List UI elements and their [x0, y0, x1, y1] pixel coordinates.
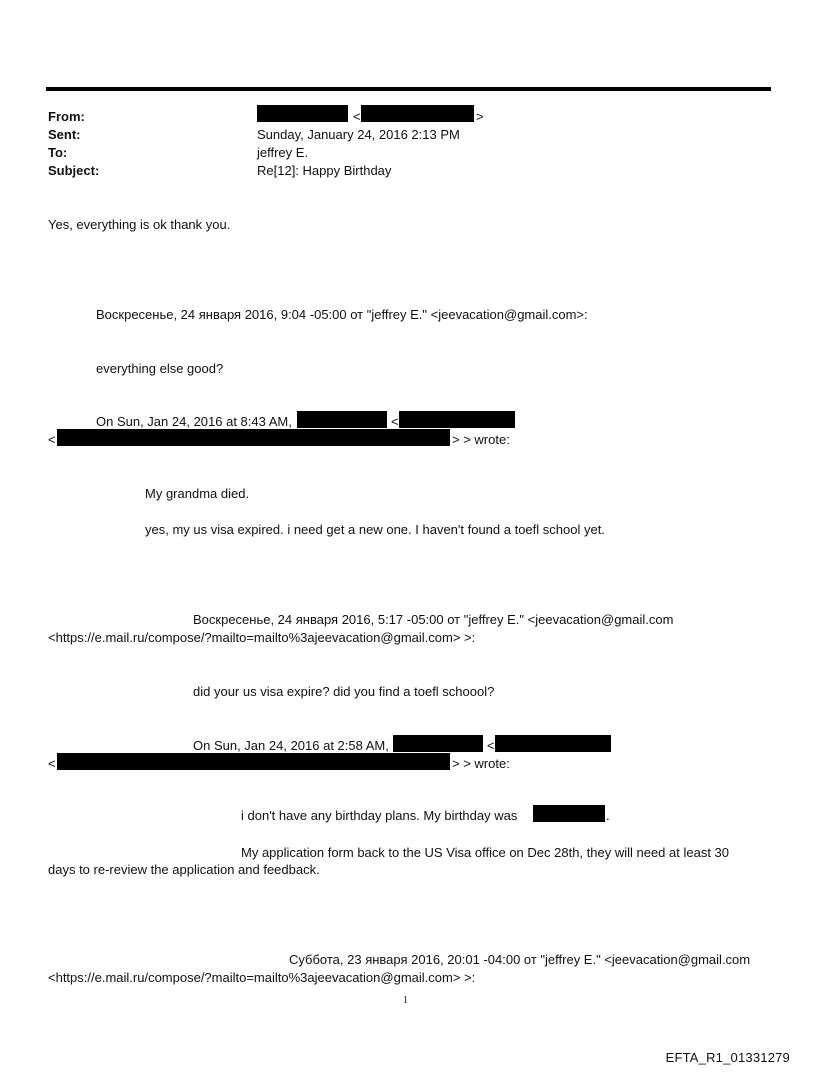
subject-value: Re[12]: Happy Birthday	[257, 163, 392, 178]
from-gt: >	[476, 109, 484, 124]
redaction-box	[399, 411, 515, 428]
redaction-box	[361, 105, 474, 122]
sent-value: Sunday, January 24, 2016 2:13 PM	[257, 127, 460, 142]
quote3-header-cont: <https://e.mail.ru/compose/?mailto=mailto%3ajeevacation@gmail.com> >:	[48, 630, 476, 645]
to-label: To:	[48, 145, 68, 160]
redaction-box	[257, 105, 348, 122]
quote4-lt: <	[487, 738, 495, 753]
quote4-lt2: <	[48, 756, 56, 771]
redaction-box	[57, 429, 450, 446]
quote2-lt: <	[391, 414, 399, 429]
page-number: 1	[403, 995, 408, 1006]
quote2-lt2: <	[48, 432, 56, 447]
quote2-line2: yes, my us visa expired. i need get a new one. I haven't found a toefl school yet.	[145, 522, 605, 537]
header-rule	[46, 87, 771, 91]
from-lt: <	[353, 109, 361, 124]
quote4-header: On Sun, Jan 24, 2016 at 2:58 AM,	[193, 738, 389, 753]
quote2-header: On Sun, Jan 24, 2016 at 8:43 AM,	[96, 414, 292, 429]
redaction-box	[57, 753, 450, 770]
quote3-text: did your us visa expire? did you find a toefl schoool?	[193, 684, 495, 699]
quote4-line2-cont: days to re-review the application and feedback.	[48, 862, 320, 877]
document-id: EFTA_R1_01331279	[665, 1050, 790, 1065]
quote5-header: Суббота, 23 января 2016, 20:01 -04:00 от "jeffrey E." <jeevacation@gmail.com	[289, 952, 751, 967]
redaction-box	[297, 411, 387, 428]
quote2-wrote: > > wrote:	[452, 432, 510, 447]
quote4-wrote: > > wrote:	[452, 756, 510, 771]
quote1-text: everything else good?	[96, 361, 224, 376]
quote4-line1: i don't have any birthday plans. My birthday was	[241, 808, 518, 823]
quote3-header: Воскресенье, 24 января 2016, 5:17 -05:00 от "jeffrey E." <jeevacation@gmail.com	[193, 612, 674, 627]
subject-label: Subject:	[48, 163, 100, 178]
quote1-header: Воскресенье, 24 января 2016, 9:04 -05:00 от "jeffrey E." <jeevacation@gmail.com>:	[96, 307, 588, 322]
redaction-box	[495, 735, 611, 752]
to-value: jeffrey E.	[257, 145, 309, 160]
quote4-line2: My application form back to the US Visa office on Dec 28th, they will need at least 30	[241, 845, 730, 860]
sent-label: Sent:	[48, 127, 81, 142]
quote4-line1-end: .	[606, 808, 610, 823]
redaction-box	[533, 805, 605, 822]
reply-text: Yes, everything is ok thank you.	[48, 217, 231, 232]
quote5-header-cont: <https://e.mail.ru/compose/?mailto=mailto%3ajeevacation@gmail.com> >:	[48, 970, 476, 985]
from-label: From:	[48, 109, 85, 124]
redaction-box	[393, 735, 483, 752]
quote2-line1: My grandma died.	[145, 486, 250, 501]
